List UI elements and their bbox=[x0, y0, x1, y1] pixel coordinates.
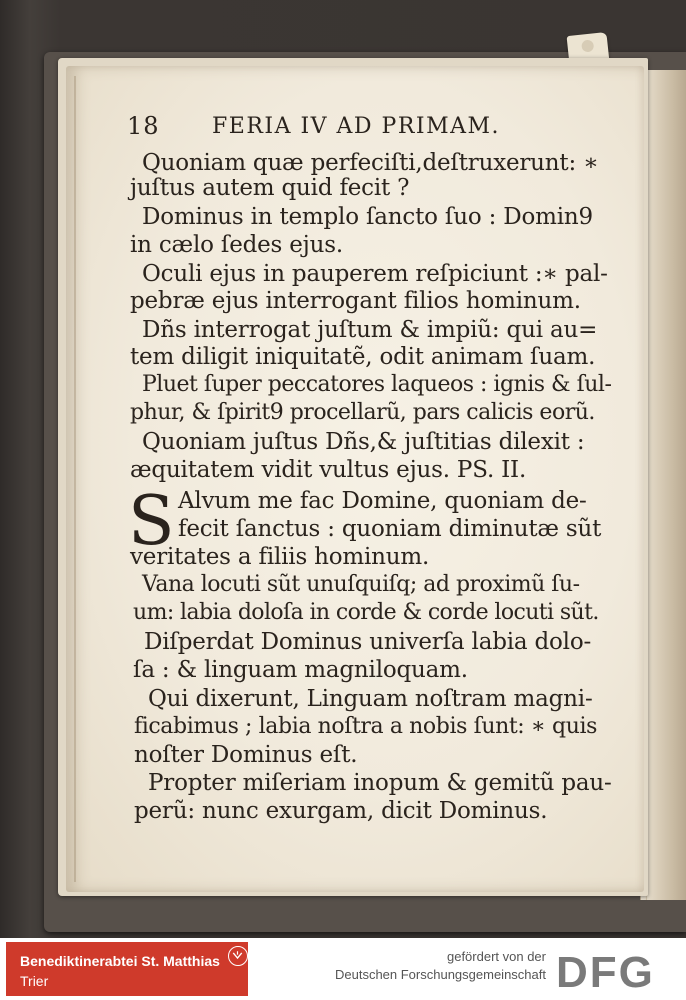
text-line: Alvum me fac Domine, quoniam de- bbox=[178, 488, 587, 514]
text-line: tem diligit iniquitatẽ, odit animam ſuam. bbox=[130, 344, 596, 370]
running-head: FERIA IV AD PRIMAM. bbox=[212, 114, 501, 139]
text-line: juſtus autem quid fecit ? bbox=[130, 175, 410, 201]
dfg-logo-icon[interactable] bbox=[556, 947, 678, 993]
text-line: Pluet ſuper peccatores laqueos : ignis & ſul- bbox=[142, 372, 612, 397]
institution-banner[interactable] bbox=[6, 942, 248, 996]
text-line: æquitatem vidit vultus ejus. PS. II. bbox=[130, 457, 527, 483]
text-line: Propter miſeriam inopum & gemitũ pau- bbox=[148, 770, 612, 796]
text-line: Dominus in templo ſancto ſuo : Domin9 bbox=[142, 204, 593, 230]
text-line: pebræ ejus interrogant filios hominum. bbox=[130, 288, 581, 314]
institution-city: Trier bbox=[20, 973, 49, 989]
text-line: ſa : & linguam magniloquam. bbox=[133, 657, 468, 683]
text-line: Dñs interrogat juſtum & impiũ: qui au= bbox=[142, 317, 598, 343]
footer-band bbox=[0, 938, 686, 1000]
text-line: Diſperdat Dominus univerſa labia dolo- bbox=[144, 629, 592, 655]
text-line: fecit ſanctus : quoniam diminutæ sũt bbox=[178, 516, 602, 542]
text-line: veritates a filiis hominum. bbox=[130, 544, 430, 570]
text-line: ficabimus ; labia noſtra a nobis ſunt: ∗ quis bbox=[134, 714, 598, 739]
text-line: phur, & ſpirit9 procellarũ, pars calicis eorũ. bbox=[130, 400, 595, 425]
dfg-logo-text: DFG bbox=[556, 948, 655, 993]
sponsor-line-1: gefördert von der bbox=[446, 949, 546, 964]
text-line: noſter Dominus eſt. bbox=[134, 742, 358, 768]
abbey-logo-icon bbox=[228, 946, 248, 966]
institution-name: Benediktinerabtei St. Matthias bbox=[20, 953, 220, 969]
text-line: Qui dixerunt, Linguam noſtram magni- bbox=[148, 686, 593, 712]
text-line: Vana locuti sũt unuſquiſq; ad proximũ ſu- bbox=[142, 572, 580, 597]
page-number: 18 bbox=[127, 112, 160, 140]
text-line: Quoniam juſtus Dñs,& juſtitias dilexit : bbox=[142, 429, 585, 455]
text-line: in cælo ſedes ejus. bbox=[130, 232, 343, 258]
text-line: um: labia doloſa in corde & corde locuti sũt. bbox=[133, 600, 599, 625]
text-line: Oculi ejus in pauperem reſpiciunt :∗ pal- bbox=[142, 261, 608, 287]
svg-text:DFG bbox=[556, 948, 655, 993]
sponsor-line-2: Deutschen Forschungsgemeinschaft bbox=[334, 967, 546, 982]
text-line: perũ: nunc exurgam, dicit Dominus. bbox=[134, 798, 548, 824]
text-line: Quoniam quæ perfeciſti,deſtruxerunt: ∗ bbox=[142, 150, 599, 176]
drop-capital: S bbox=[128, 482, 175, 561]
